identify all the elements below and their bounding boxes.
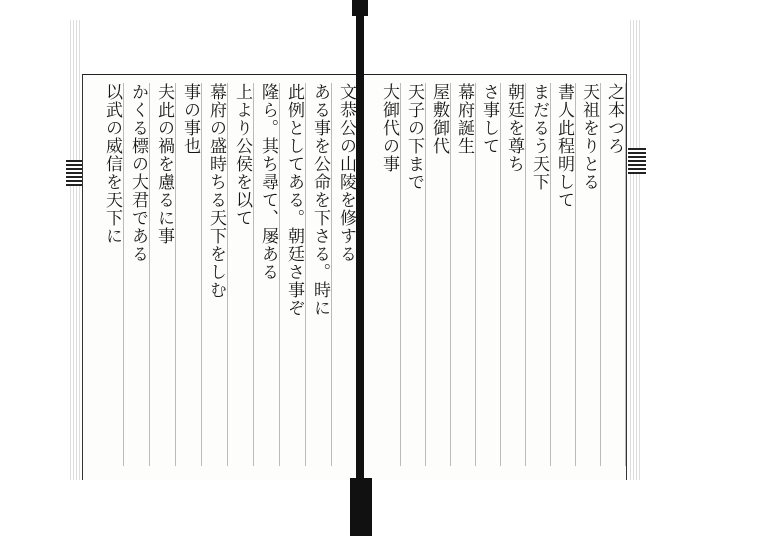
gutter-bottom-mark: [350, 478, 372, 536]
text-column: 上より公侯を以て: [231, 83, 254, 466]
text-column: 之本つろ: [603, 83, 626, 466]
text-column: 此例としてある。朝廷さ事ぞ: [283, 83, 306, 466]
text-column: 朝廷を尊ち: [503, 83, 526, 466]
right-binding-tab: [628, 148, 646, 174]
text-column: 文恭公の山陵を修する: [335, 83, 358, 466]
gutter-top-mark: [352, 0, 368, 16]
left-cover-edge: [70, 20, 80, 480]
text-column: 天祖をりとる: [578, 83, 601, 466]
text-column: 書人此程明して: [553, 83, 576, 466]
text-column: 夫此の禍を慮るに事: [153, 83, 176, 466]
text-column: 大御代の事: [378, 83, 401, 466]
text-column: 隆ら。其ち尋て、屡ある: [257, 83, 280, 466]
text-column: さ事して: [478, 83, 501, 466]
text-column: 事の事也: [179, 83, 202, 466]
text-column: 天子の下まで: [403, 83, 426, 466]
right-cover-edge: [630, 20, 640, 480]
left-page: [82, 74, 358, 480]
right-page: [364, 74, 627, 480]
text-column: ある事を公命を下さる。時に: [309, 83, 332, 466]
text-column: かくる標の大君である: [127, 83, 150, 466]
text-column: 以武の威信を天下に: [101, 83, 124, 466]
text-column: 幕府の盛時ちる天下をしむ: [205, 83, 228, 466]
book-gutter: [356, 0, 364, 536]
text-column: 屋敷御代: [428, 83, 451, 466]
text-column: 幕府誕生: [453, 83, 476, 466]
text-column: まだるう天下: [528, 83, 551, 466]
